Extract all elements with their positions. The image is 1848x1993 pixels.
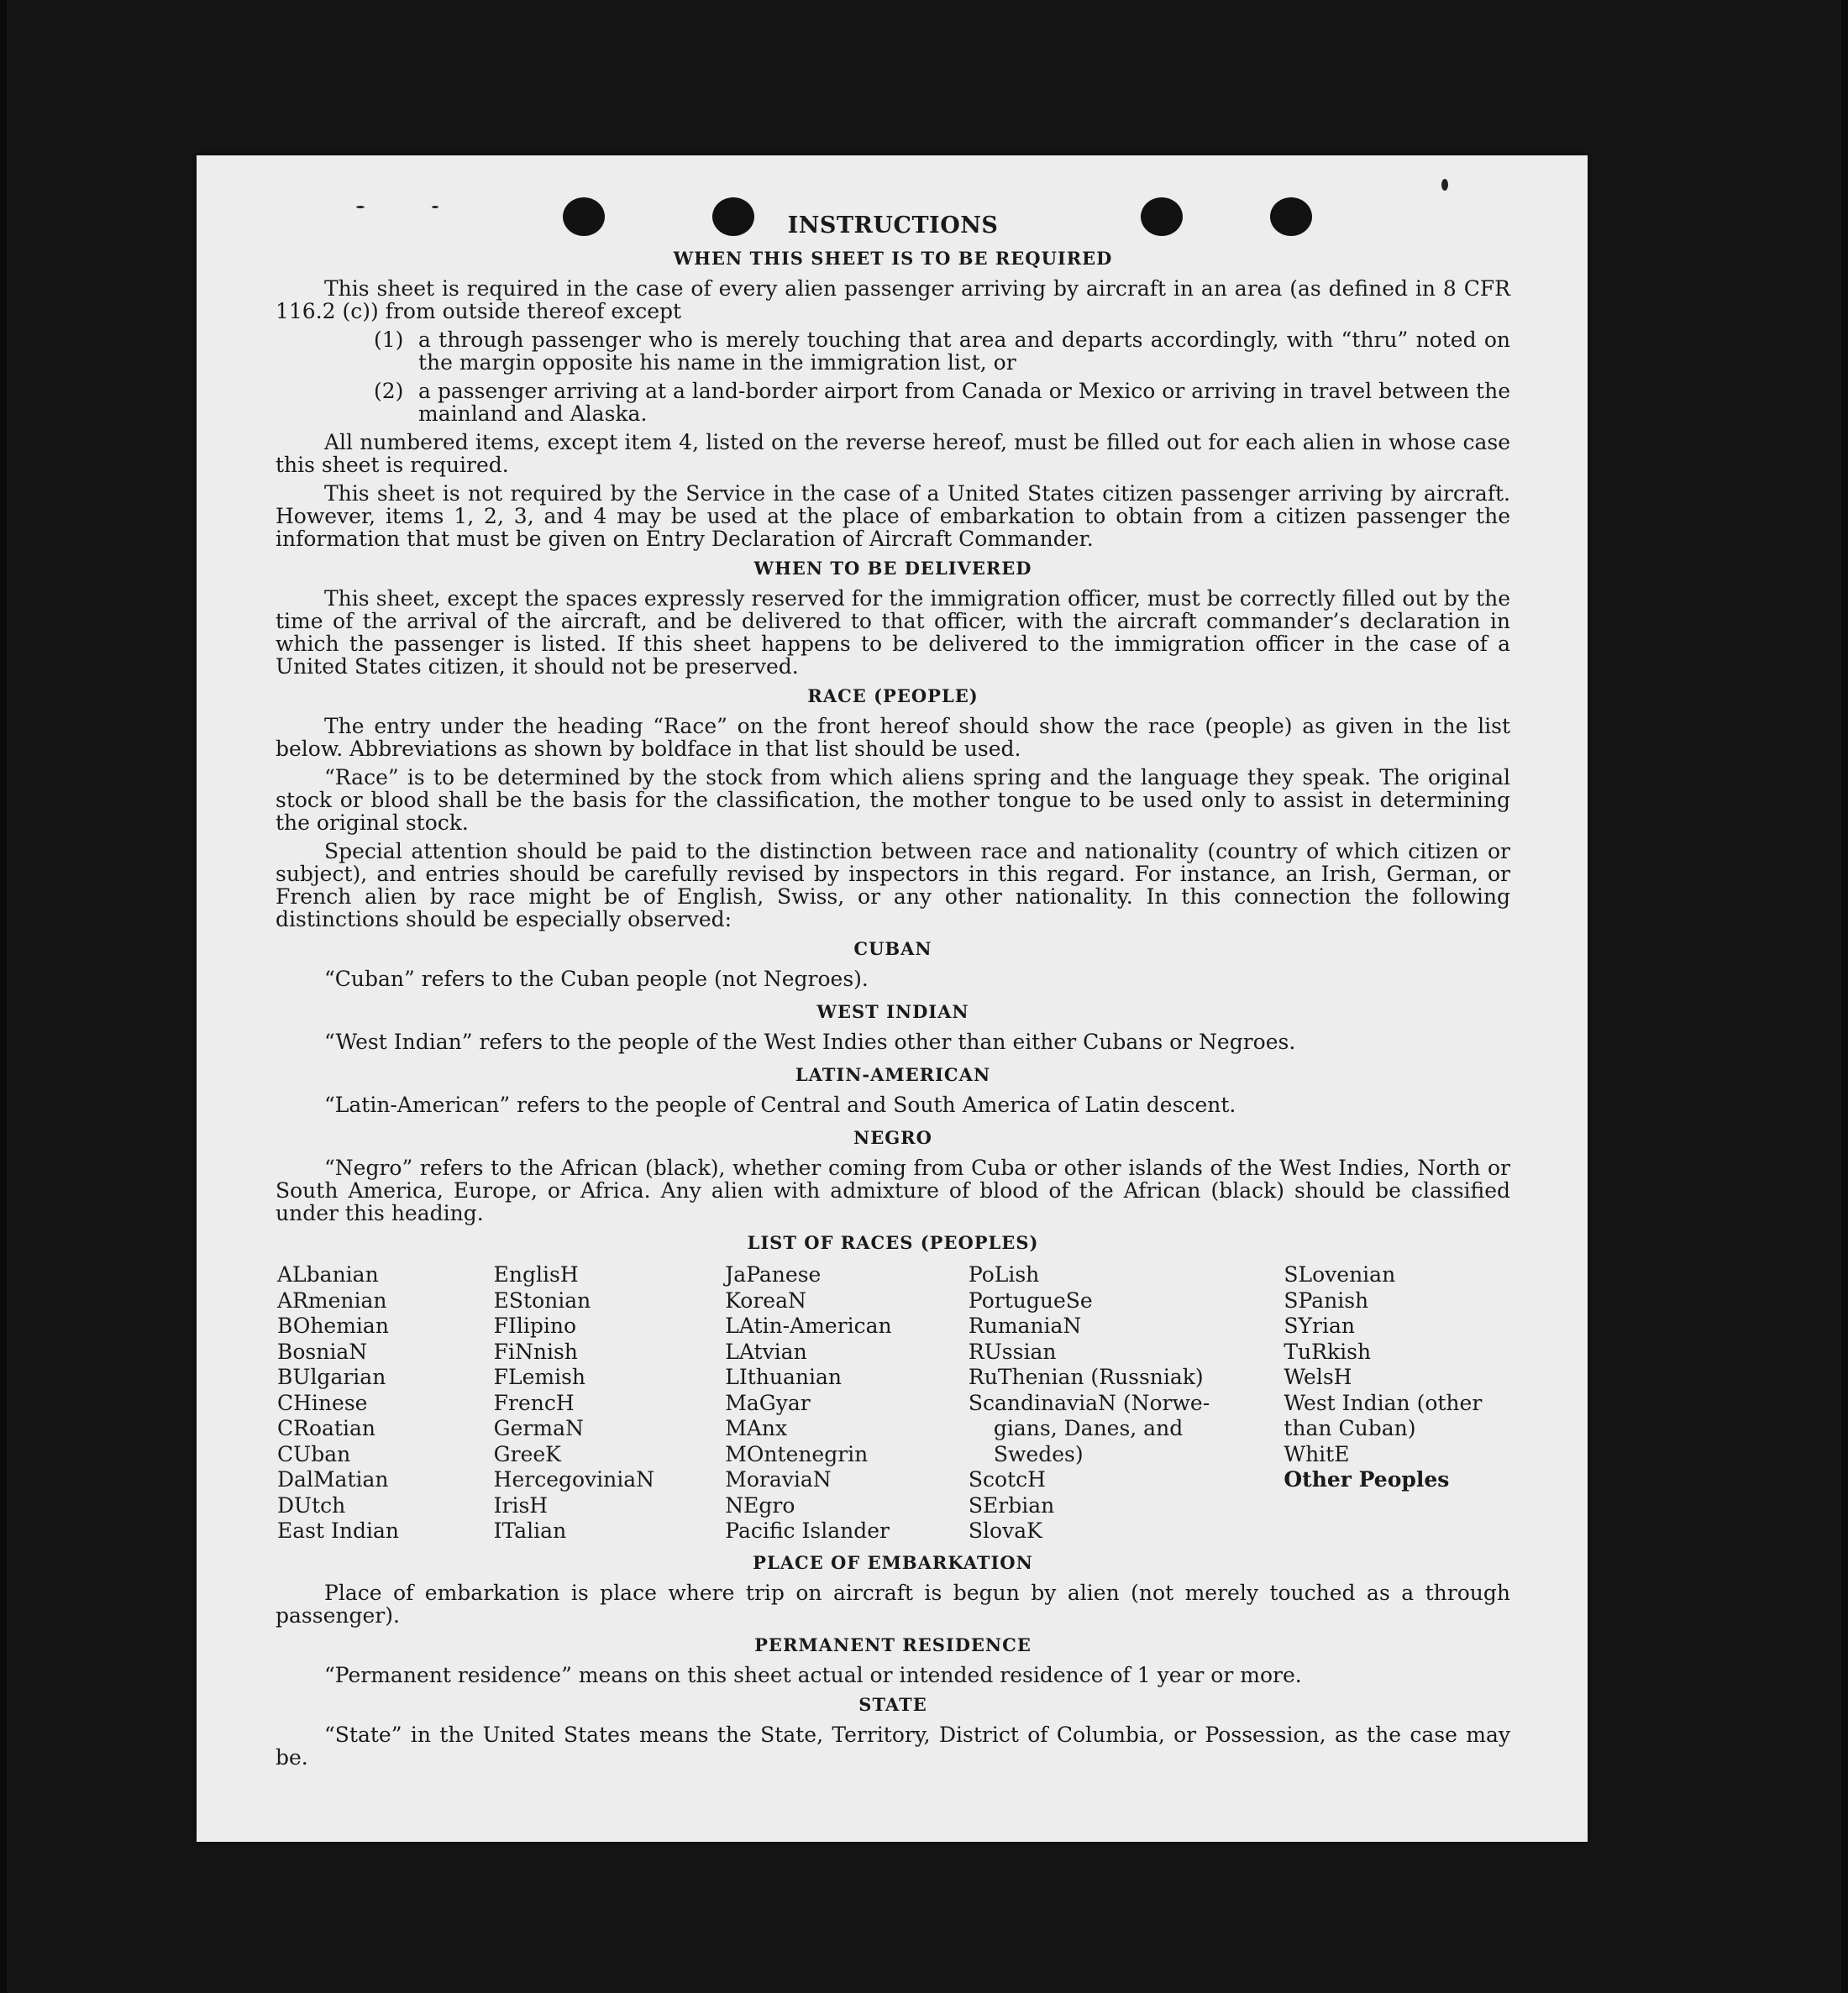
heading-state: STATE [858,1693,927,1715]
race-entry: FrencH [493,1390,575,1415]
heading-race: RACE (PEOPLE) [807,685,979,706]
document-sheet [197,155,1588,1842]
scan-border-left [0,0,7,1993]
paragraph-race-entry: The entry under the heading “Race” on the front hereof should show the race (people) as given in the list below. Abbreviations as shown by boldface in that list should be used. [276,714,1510,761]
race-entry-continued: Swedes) [993,1441,1084,1466]
definition-negro: “Negro” refers to the African (black), whether coming from Cuba or other islands of the West Indies, North or South America, Europe, or Africa. Any alien with admixture of blood of the African (black) should be classified under this heading. [276,1156,1510,1225]
race-list [277,1262,1510,1545]
race-entry: BUlgarian [277,1365,386,1389]
race-entry: Other Peoples [1284,1467,1450,1492]
heading-embarkation: PLACE OF EMBARKATION [753,1551,1033,1573]
race-entry: GreeK [493,1441,561,1466]
race-column-4 [969,1262,1284,1545]
paragraph-race-definition: “Race” is to be determined by the stock from which aliens spring and the language they speak. The original stock or blood shall be the basis for the classification, the mother tongue to be used only to assist in determining the original stock. [276,765,1510,835]
race-entry: SlovaK [968,1518,1042,1543]
race-entry: West Indian (other [1284,1390,1483,1415]
race-entry: WelsH [1284,1365,1352,1389]
race-entry: Pacific Islander [725,1518,890,1543]
definition-latin-american: “Latin-American” refers to the people of Central and South America of Latin descent. [324,1093,1236,1117]
paragraph-when-required-intro: This sheet is required in the case of every alien passenger arriving by aircraft in an area (as defined in 8 CFR 116.2 (c)) from outside thereof except [276,276,1510,323]
race-entry: SErbian [968,1492,1055,1518]
heading-latin-american: LATIN-AMERICAN [795,1064,991,1085]
race-entry: CHinese [277,1390,368,1415]
exception-text-1: a through passenger who is merely touching that area and departs accordingly, with “thru” noted on the margin opposite his name in the immigration list, or [418,328,1510,375]
race-entry: CUban [277,1441,351,1466]
paragraph-race-nationality: Special attention should be paid to the distinction between race and nationality (country of which citizen or subject), and entries should be carefully revised by inspectors in this regard. For instance, an Irish, German, or French alien by race might be of English, Swiss, or any other nationality. In this connection the following distinctions should be especially observed: [276,839,1510,931]
race-entry: WhitE [1284,1441,1350,1466]
race-column-1 [277,1262,494,1545]
race-entry: ScotcH [968,1467,1046,1492]
exception-item-1 [374,328,1510,374]
race-entry: IrisH [493,1492,549,1518]
definition-embarkation: Place of embarkation is place where trip on aircraft is begun by alien (not merely touched as a through passenger). [276,1580,1510,1628]
ink-speck [1441,179,1448,191]
exception-item-2 [374,380,1510,425]
race-entry: ARmenian [277,1288,387,1313]
race-column-5 [1284,1262,1510,1545]
race-entry: RumaniaN [968,1314,1082,1338]
race-entry: GermaN [493,1416,584,1440]
race-entry: SLovenian [1284,1262,1396,1287]
race-entry: FIlipino [493,1314,577,1338]
race-entry: NEgro [725,1492,795,1518]
race-entry: MOntenegrin [725,1441,869,1466]
race-entry: MAnx [725,1416,788,1440]
race-entry: LAtvian [725,1339,807,1364]
race-entry-continued: than Cuban) [1284,1416,1416,1440]
heading-negro: NEGRO [853,1127,932,1148]
heading-when-delivered: WHEN TO BE DELIVERED [753,558,1032,579]
exception-number-2: (2) [374,379,404,403]
race-entry: MaGyar [725,1390,811,1415]
race-entry: CRoatian [277,1416,375,1440]
race-entry: MoraviaN [725,1467,832,1492]
race-entry: East Indian [277,1518,399,1543]
race-entry: FiNnish [493,1339,578,1364]
exception-number-1: (1) [374,328,404,352]
race-entry: EnglisH [493,1262,579,1287]
race-entry: PoLish [968,1262,1040,1287]
race-entry: SPanish [1284,1288,1369,1313]
ink-speck [432,206,438,208]
definition-west-indian: “West Indian” refers to the people of the West Indies other than either Cubans or Negroes. [324,1030,1296,1054]
exception-text-2: a passenger arriving at a land-border airport from Canada or Mexico or arriving in travel between the mainland and Alaska. [418,379,1510,426]
race-entry: DalMatian [277,1467,389,1492]
race-entry: DUtch [277,1492,346,1518]
race-entry: BOhemian [277,1314,389,1338]
race-entry: ScandinaviaN (Norwe- [968,1390,1210,1415]
definition-permanent-residence: “Permanent residence” means on this sheet actual or intended residence of 1 year or more. [324,1662,1302,1687]
race-entry: FLemish [493,1365,586,1389]
race-entry: KoreaN [725,1288,806,1313]
heading-list-of-races: LIST OF RACES (PEOPLES) [747,1232,1039,1253]
race-entry: LAtin-American [725,1314,892,1338]
race-column-3 [725,1262,969,1545]
race-entry: ALbanian [277,1262,379,1287]
race-entry: ITalian [493,1518,567,1543]
heading-cuban: CUBAN [853,938,932,959]
race-entry: BosniaN [277,1339,368,1364]
paragraph-when-delivered: This sheet, except the spaces expressly reserved for the immigration officer, must be correctly filled out by the time of the arrival of the aircraft, and be delivered to that officer, with the aircraft commander’s declaration in which the passenger is listed. If this sheet happens to be delivered to the immigration officer in the case of a United States citizen, it should not be preserved. [276,586,1510,679]
race-entry: TuRkish [1284,1339,1372,1364]
race-entry: EStonian [493,1288,591,1313]
race-entry: HercegoviniaN [493,1467,655,1492]
race-column-2 [494,1262,726,1545]
race-entry: SYrian [1284,1314,1355,1338]
page-title: INSTRUCTIONS [787,212,999,239]
paragraph-citizen-passenger: This sheet is not required by the Service in the case of a United States citizen passenger arriving by aircraft. However, items 1, 2, 3, and 4 may be used at the place of embarkation to obtain from a citizen passenger the information that must be given on Entry Declaration of Aircraft Commander. [276,481,1510,551]
heading-when-required: WHEN THIS SHEET IS TO BE REQUIRED [673,248,1113,269]
scan-border-right [1841,0,1848,1993]
race-entry-continued: gians, Danes, and [993,1416,1184,1440]
heading-permanent-residence: PERMANENT RESIDENCE [754,1634,1032,1655]
instructions-content [276,214,1510,1775]
race-entry: LIthuanian [725,1365,843,1389]
race-entry: RuThenian (Russniak) [968,1365,1204,1389]
definition-state: “State” in the United States means the State, Territory, District of Columbia, or Possession, as the case may be. [276,1722,1510,1770]
ink-speck [356,206,365,208]
race-entry: JaPanese [725,1262,822,1287]
paragraph-numbered-items: All numbered items, except item 4, listed on the reverse hereof, must be filled out for each alien in whose case this sheet is required. [276,430,1510,477]
race-entry: PortugueSe [968,1288,1093,1313]
race-entry: RUssian [968,1339,1057,1364]
definition-cuban: “Cuban” refers to the Cuban people (not Negroes). [324,967,869,991]
heading-west-indian: WEST INDIAN [816,1001,969,1022]
